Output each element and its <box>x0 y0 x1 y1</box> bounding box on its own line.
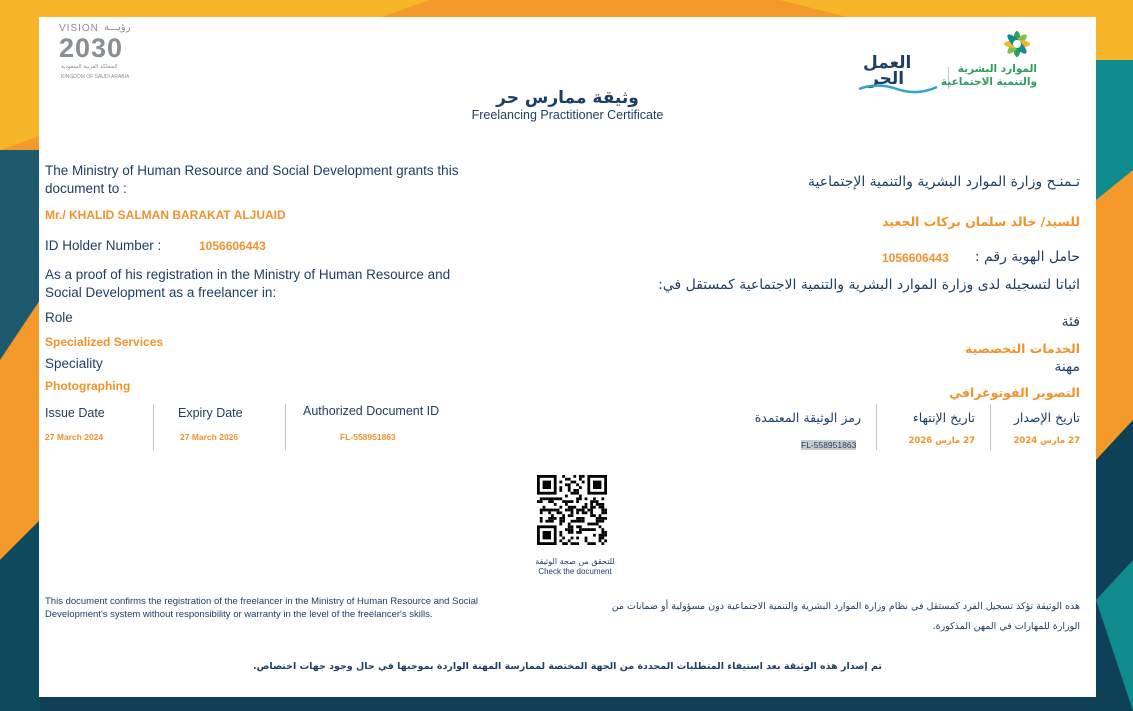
expiry-date-value-en: 27 March 2026 <box>180 432 239 442</box>
proof-text-ar: اثباتا لتسجيله لدى وزارة الموارد البشرية والتنمية الاجتماعية كمستقل في: <box>658 277 1080 293</box>
expiry-date-value-ar: 27 مارس 2026 <box>908 436 975 446</box>
date-divider <box>153 404 154 450</box>
vision-2030-logo: VISION رؤيـــة 2030 المملكة العربية السعودية KINGDOM OF SAUDI ARABIA <box>59 22 131 80</box>
title-english: Freelancing Practitioner Certificate <box>471 108 664 122</box>
role-label-ar: فئة <box>1061 314 1080 330</box>
expiry-date-label-en: Expiry Date <box>178 406 243 420</box>
speciality-value-ar: التصوير الفوتوغرافي <box>949 385 1080 400</box>
title-arabic: وثيقة ممارس حر <box>496 88 639 108</box>
footer-note-ar: تم إصدار هذه الوثيقة بعد استيفاء المتطلبات المحددة من الجهة المختصة لممارسة المهنة الواردة بموجبها في حال وجود جهات اختصاص. <box>252 661 882 672</box>
doc-id-label-ar: رمز الوثيقة المعتمدة <box>754 410 861 425</box>
issue-date-value-en: 27 March 2024 <box>45 432 104 442</box>
id-label-en: ID Holder Number : <box>45 238 162 253</box>
doc-id-value-en: FL-558951863 <box>340 432 396 442</box>
qr-caption-ar: للتحقق من صحة الوثيقة <box>535 557 615 566</box>
expiry-date-label-ar: تاريخ الإنتهاء <box>912 410 975 425</box>
grant-text-ar: تـمنـح وزارة الموارد البشرية والتنمية الإجتماعية <box>808 174 1080 190</box>
grant-text-en: The Ministry of Human Resource and Social Development grants this document to : <box>45 163 459 196</box>
proof-text-en: As a proof of his registration in the Ministry of Human Resource and Social Development as a freelancer in: <box>45 267 451 300</box>
ministry-emblem-icon <box>997 27 1037 63</box>
certificate-card <box>39 17 1096 697</box>
disclaimer-en: This document confirms the registration of the freelancer in the Ministry of Human Resource and Social Development's system without responsibility or warranty in the level of the freelancer's skills. <box>45 596 478 620</box>
id-value-en: 1056606443 <box>199 239 266 253</box>
id-label-ar: حامل الهوية رقم : <box>974 249 1080 265</box>
holder-name-en: Mr./ KHALID SALMAN BARAKAT ALJUAID <box>45 208 286 222</box>
date-divider <box>285 404 286 450</box>
disclaimer-ar-line1: هذه الوثيقة تؤكد تسجيل الفرد كمستقل في نظام وزارة الموارد البشرية والتنمية الاجتماعية دون مسؤولية أو ضمانات من <box>611 601 1080 612</box>
id-value-ar: 1056606443 <box>882 251 949 265</box>
doc-id-value-ar-text: FL-558951863 <box>801 440 857 450</box>
qr-code[interactable] <box>537 475 607 545</box>
qr-caption-en: Check the document <box>538 567 612 576</box>
speciality-label-ar: مهنة <box>1054 359 1080 375</box>
holder-name-ar: للسيد/ خالد سلمان بركات الجعيد <box>882 214 1080 229</box>
role-label-en: Role <box>45 310 73 325</box>
freelance-platform-logo: العمل الحر <box>857 53 939 97</box>
ministry-logo: الموارد البشرية والتنمية الاجتماعية <box>957 27 1047 91</box>
doc-id-label-en: Authorized Document ID <box>303 404 440 418</box>
doc-id-value-ar <box>801 436 856 454</box>
role-value-ar: الخدمات التخصصية <box>965 341 1080 356</box>
issue-date-label-ar: تاريخ الإصدار <box>1013 410 1080 425</box>
speciality-label-en: Speciality <box>45 356 103 371</box>
issue-date-value-ar: 27 مارس 2024 <box>1013 436 1080 446</box>
date-divider <box>990 404 991 450</box>
issue-date-label-en: Issue Date <box>45 406 105 420</box>
role-value-en: Specialized Services <box>45 335 164 349</box>
speciality-value-en: Photographing <box>45 379 131 393</box>
date-divider <box>876 404 877 450</box>
disclaimer-ar-line2: الوزارة للمهارات في المهن المذكورة. <box>932 621 1080 632</box>
